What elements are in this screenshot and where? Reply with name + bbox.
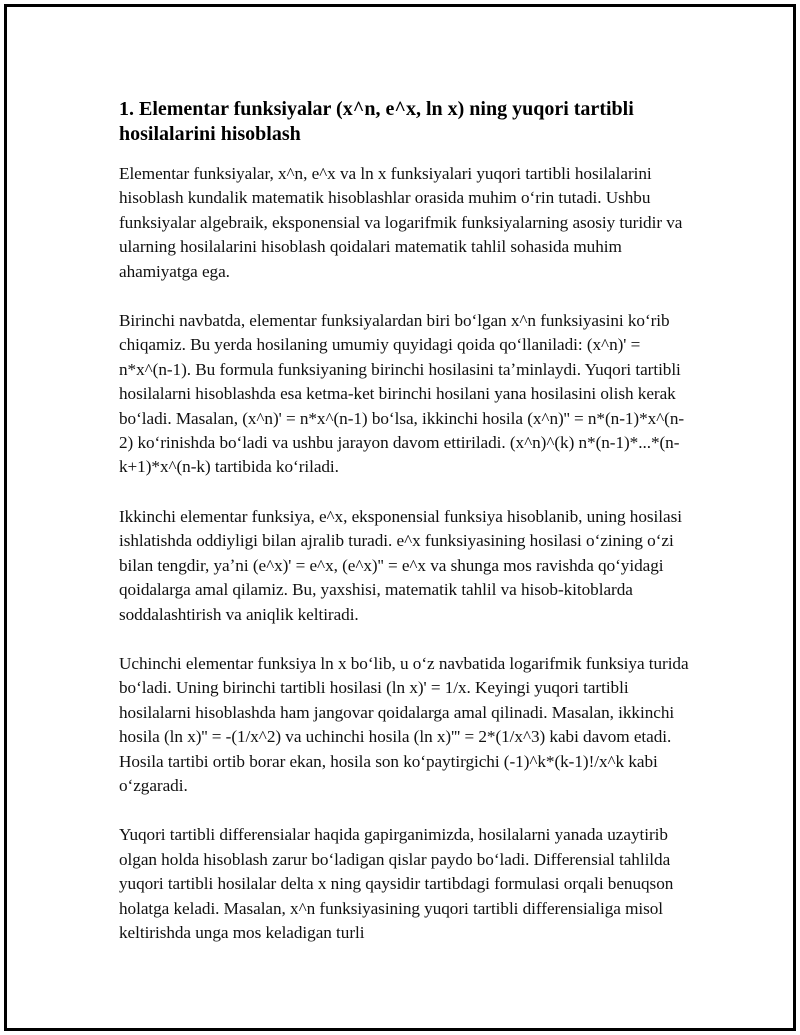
paragraph-power-function: Birinchi navbatda, elementar funksiyalardan biri boʻlgan x^n funksiyasini koʻrib chiqamiz. Bu yerda hosilaning umumiy quyidagi qoida qoʻllaniladi: (x^n)' = n*x^(n-1). Bu formula funksiyaning birinchi hosilasini taʼminlaydi. Yuqori tartibli hosilalarni hisoblashda esa ketma-ket birinchi hosilani yana hosilasini olish kerak boʻladi. Masalan, (x^n)' = n*x^(n-1) boʻlsa, ikkinchi hosila (x^n)'' = n*(n-1)*x^(n-2) koʻrinishda boʻladi va ushbu jarayon davom ettiriladi. (x^n)^(k) n*(n-1)*...*(n-k+1)*x^(n-k) tartibida koʻriladi.: [119, 311, 685, 477]
paragraph-intro: Elementar funksiyalar, x^n, e^x va ln x funksiyalari yuqori tartibli hosilalarini hisoblash kundalik matematik hisoblashlar orasida muhim oʻrin tutadi. Ushbu funksiyalar algebraik, eksponensial va logarifmik funksiyalarning asosiy turidir va ularning hosilalarini hisoblash qoidalari matematik tahlil sohasida muhim ahamiyatga ega.: [119, 164, 683, 281]
paragraph-higher-differentials: Yuqori tartibli differensialar haqida gapirganimizda, hosilalarni yanada uzaytirib olgan holda hisoblash zarur boʻladigan qislar paydo boʻladi. Differensial tahlilda yuqori tartibli hosilalar delta x ning qaysidir tartibdagi formulasi orqali benuqson holatga keladi. Masalan, x^n funksiyasining yuqori tartibli differensialiga misol keltirishda unga mos keladigan turli: [119, 825, 674, 942]
paragraph-exponential-function: Ikkinchi elementar funksiya, e^x, eksponensial funksiya hisoblanib, uning hosilasi ishlatishda oddiyligi bilan ajralib turadi. e^x funksiyasining hosilasi oʻzining oʻzi bilan tengdir, yaʼni (e^x)' = e^x, (e^x)'' = e^x va shunga mos ravishda qoʻyidagi qoidalarga amal qilamiz. Bu, yaxshisi, matematik tahlil va hisob-kitoblarda soddalashtirish va aniqlik keltiradi.: [119, 506, 682, 624]
section-title: 1. Elementar funksiyalar (x^n, e^x, ln x) ning yuqori tartibli hosilalarini hisoblash: [119, 98, 634, 145]
document-content: [119, 97, 694, 970]
paragraph-logarithmic-function: Uchinchi elementar funksiya ln x boʻlib, u oʻz navbatida logarifmik funksiya turida boʻladi. Uning birinchi tartibli hosilasi (ln x)' = 1/x. Keyingi yuqori tartibli hosilalarni hisoblashda ham jangovar qoidalarga amal qilinadi. Masalan, ikkinchi hosila (ln x)'' = -(1/x^2) va uchinchi hosila (ln x)''' = 2*(1/x^3) kabi davom etadi. Hosila tartibi ortib borar ekan, hosila son koʻpaytirgichi (-1)^k*(k-1)!/x^k kabi oʻzgaradi.: [119, 653, 689, 795]
document-page: [4, 4, 796, 1031]
